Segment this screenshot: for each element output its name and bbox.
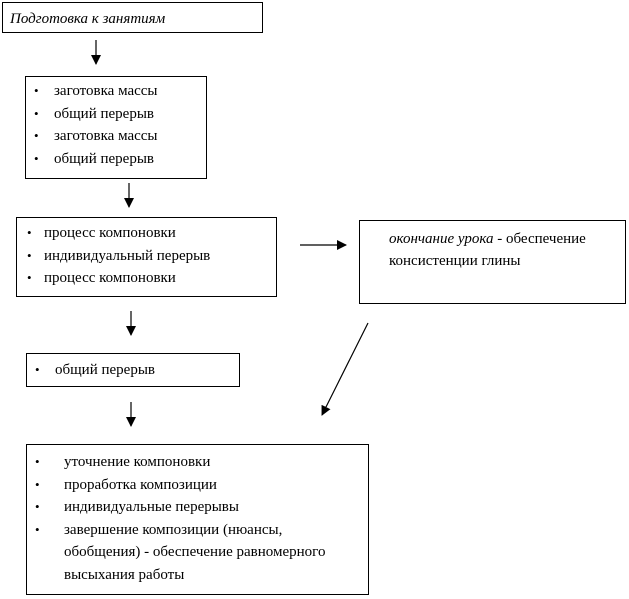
bullet-icon: • (35, 521, 40, 537)
list-item: • процесс компоновки (17, 222, 276, 245)
bullet-icon: • (35, 499, 40, 514)
bullet-icon: • (35, 476, 40, 492)
bullet-icon: • (35, 362, 40, 377)
list-item: • индивидуальные перерывы (27, 496, 360, 519)
list-item: • общий перерыв (26, 148, 206, 171)
bullet-icon: • (27, 225, 32, 240)
list-item: • заготовка массы (26, 125, 206, 148)
list-item: • процесс компоновки (17, 267, 276, 290)
list-item: • заготовка массы (26, 80, 206, 103)
bullet-icon: • (34, 105, 39, 121)
list-item: • общий перерыв (27, 359, 239, 382)
list-item: • индивидуальный перерыв (17, 245, 276, 268)
bullet-icon: • (34, 83, 39, 98)
list-item: • уточнение компоновки (27, 451, 360, 474)
list-item: • проработка композиции (27, 474, 360, 497)
bullet-icon: • (34, 150, 39, 166)
start-label: Подготовка к занятиям (10, 11, 166, 27)
list-item: • общий перерыв (26, 103, 206, 126)
bullet-icon: • (34, 128, 39, 143)
lesson-end-label: окончание урока (389, 231, 494, 247)
lesson-end-text: - обеспечение консистенции глины (389, 231, 586, 269)
list-item: • завершение композиции (нюансы, обобщения) - обеспечение равномерного высыхания работы (27, 519, 360, 587)
bullet-icon: • (35, 454, 40, 469)
bullet-icon: • (27, 270, 32, 285)
bullet-icon: • (27, 247, 32, 263)
arrow-side-to-box4 (322, 323, 368, 415)
